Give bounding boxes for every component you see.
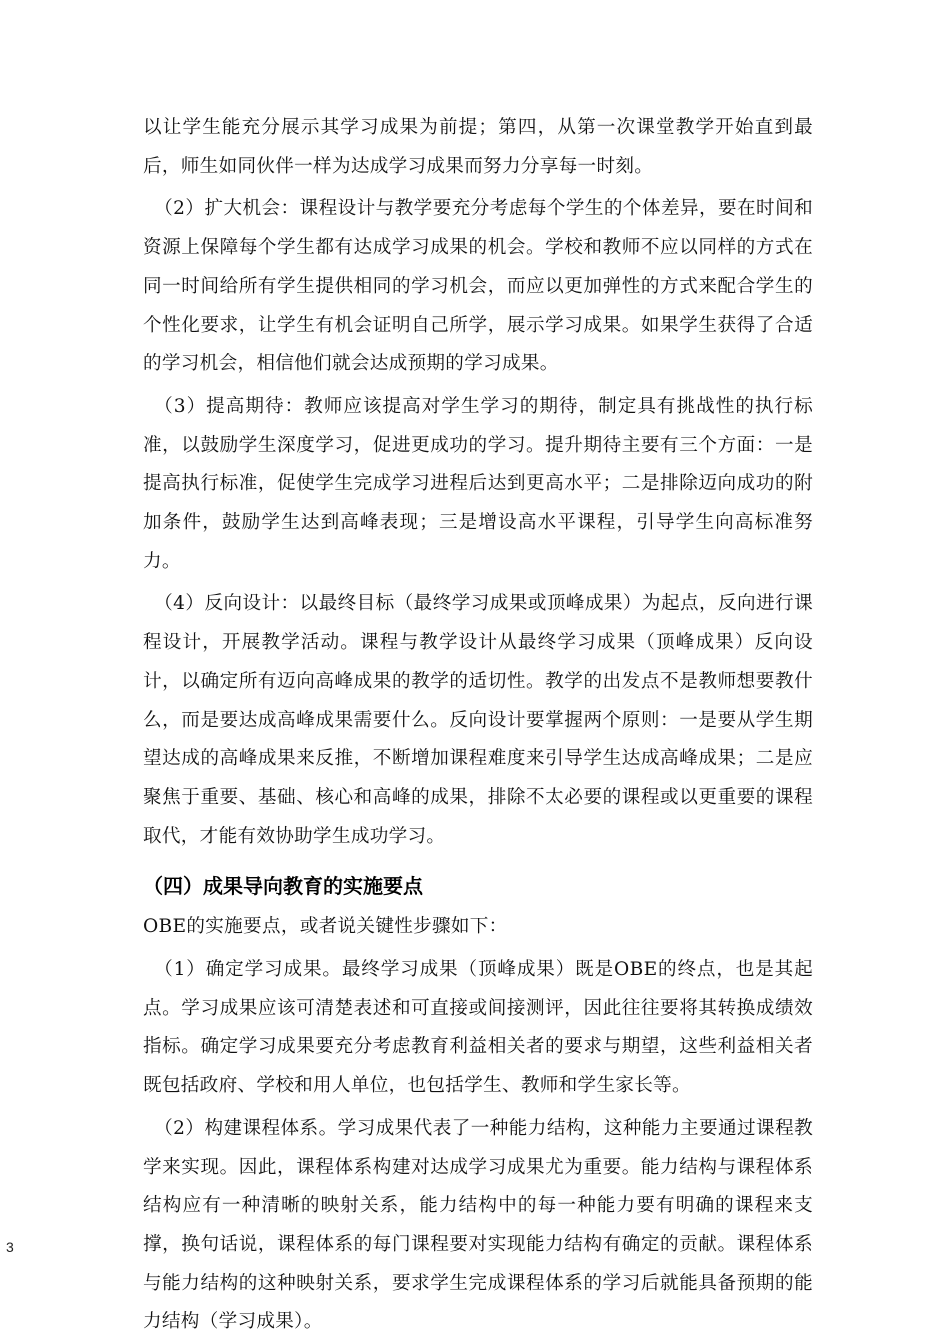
- section-heading: （四）成果导向教育的实施要点: [143, 874, 423, 899]
- paragraph-continuation: 以让学生能充分展示其学习成果为前提；第四，从第一次课堂教学开始直到最后，师生如同伙伴一样为达成学习成果而努力分享每一时刻。: [143, 117, 813, 177]
- document-page: [143, 109, 813, 1342]
- paragraph-determine-outcomes: （1）确定学习成果。最终学习成果（顶峰成果）既是OBE的终点，也是其起点。学习成果应该可清楚表述和可直接或间接测评，因此往往要将其转换成绩效指标。确定学习成果要充分考虑教育利益相关者的要求与期望，这些利益相关者既包括政府、学校和用人单位，也包括学生、教师和学生家长等。: [143, 959, 813, 1097]
- paragraph-backward-design: （4）反向设计：以最终目标（最终学习成果或顶峰成果）为起点，反向进行课程设计，开展教学活动。课程与教学设计从最终学习成果（顶峰成果）反向设计，以确定所有迈向高峰成果的教学的适切性。教学的出发点不是教师想要教什么，而是要达成高峰成果需要什么。反向设计要掌握两个原则：一是要从学生期望达成的高峰成果来反推，不断增加课程难度来引导学生达成高峰成果；二是应聚焦于重要、基础、核心和高峰的成果，排除不太必要的课程或以更重要的课程取代，才能有效协助学生成功学习。: [143, 593, 813, 847]
- paragraph-expand-opportunity: （2）扩大机会：课程设计与教学要充分考虑每个学生的个体差异，要在时间和资源上保障每个学生都有达成学习成果的机会。学校和教师不应以同样的方式在同一时间给所有学生提供相同的学习机会，而应以更加弹性的方式来配合学生的个性化要求，让学生有机会证明自己所学，展示学习成果。如果学生获得了合适的学习机会，相信他们就会达成预期的学习成果。: [143, 198, 813, 375]
- paragraph-raise-expectations: （3）提高期待：教师应该提高对学生学习的期待，制定具有挑战性的执行标准，以鼓励学生深度学习，促进更成功的学习。提升期待主要有三个方面：一是提高执行标准，促使学生完成学习进程后达到更高水平；二是排除迈向成功的附加条件，鼓励学生达到高峰表现；三是增设高水平课程，引导学生向高标准努力。: [143, 395, 813, 572]
- page-number: 3: [6, 1239, 14, 1255]
- paragraph-build-curriculum: （2）构建课程体系。学习成果代表了一种能力结构，这种能力主要通过课程教学来实现。因此，课程体系构建对达成学习成果尤为重要。能力结构与课程体系结构应有一种清晰的映射关系，能力结构中的每一种能力要有明确的课程来支撑，换句话说，课程体系的每门课程要对实现能力结构有确定的贡献。课程体系与能力结构的这种映射关系，要求学生完成课程体系的学习后就能具备预期的能力结构（学习成果）。: [143, 1117, 813, 1333]
- paragraph-obe-intro: OBE的实施要点，或者说关键性步骤如下：: [143, 916, 508, 938]
